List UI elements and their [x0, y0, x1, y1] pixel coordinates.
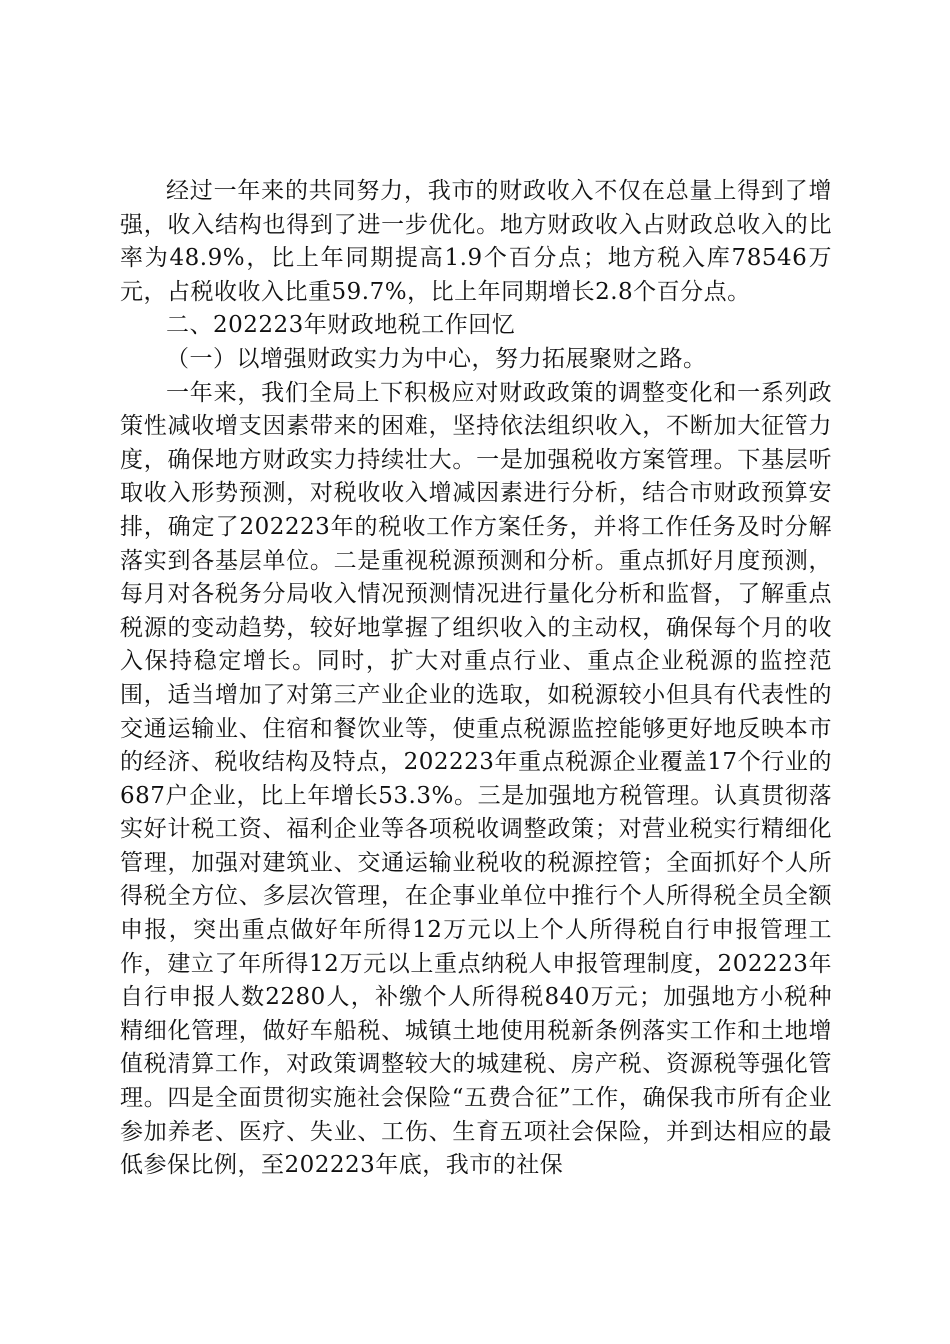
document-body: [120, 175, 832, 1183]
section-heading: 二、202223年财政地税工作回忆: [166, 312, 516, 339]
paragraph-work-review: 一年来，我们全局上下积极应对财政政策的调整变化和一系列政策性减收增支因素带来的困难，坚持依法组织收入，不断加大征管力度，确保地方财政实力持续壮大。一是加强税收方案管理。下基层听取收入形势预测，对税收收入增减因素进行分析，结合市财政预算安排，确定了202223年的税收工作方案任务，并将工作任务及时分解落实到各基层单位。二是重视税源预测和分析。重点抓好月度预测，每月对各税务分局收入情况预测情况进行量化分析和监督，了解重点税源的变动趋势，较好地掌握了组织收入的主动权，确保每个月的收入保持稳定增长。同时，扩大对重点行业、重点企业税源的监控范围，适当增加了对第三产业企业的选取，如税源较小但具有代表性的交通运输业、住宿和餐饮业等，使重点税源监控能够更好地反映本市的经济、税收结构及特点，202223年重点税源企业覆盖17个行业的687户企业，比上年增长53.3%。三是加强地方税管理。认真贯彻落实好计税工资、福利企业等各项税收调整政策；对营业税实行精细化管理，加强对建筑业、交通运输业税收的税源控管；全面抓好个人所得税全方位、多层次管理，在企事业单位中推行个人所得税全员全额申报，突出重点做好年所得12万元以上个人所得税自行申报管理工作，建立了年所得12万元以上重点纳税人申报管理制度，202223年自行申报人数2280人，补缴个人所得税840万元；加强地方小税种精细化管理，做好车船税、城镇土地使用税新条例落实工作和土地增值税清算工作，对政策调整较大的城建税、房产税、资源税等强化管理。四是全面贯彻实施社会保险“五费合征”工作，确保我市所有企业参加养老、医疗、失业、工伤、生育五项社会保险，并到达相应的最低参保比例，至202223年底，我市的社保: [120, 379, 832, 1179]
paragraph-revenue-summary: 经过一年来的共同努力，我市的财政收入不仅在总量上得到了增强，收入结构也得到了进一步优化。地方财政收入占财政总收入的比率为48.9%，比上年同期提高1.9个百分点；地方税入库78546万元，占税收收入比重59.7%，比上年同期增长2.8个百分点。: [120, 178, 832, 305]
subsection-heading: （一）以增强财政实力为中心，努力拓展聚财之路。: [166, 345, 707, 372]
